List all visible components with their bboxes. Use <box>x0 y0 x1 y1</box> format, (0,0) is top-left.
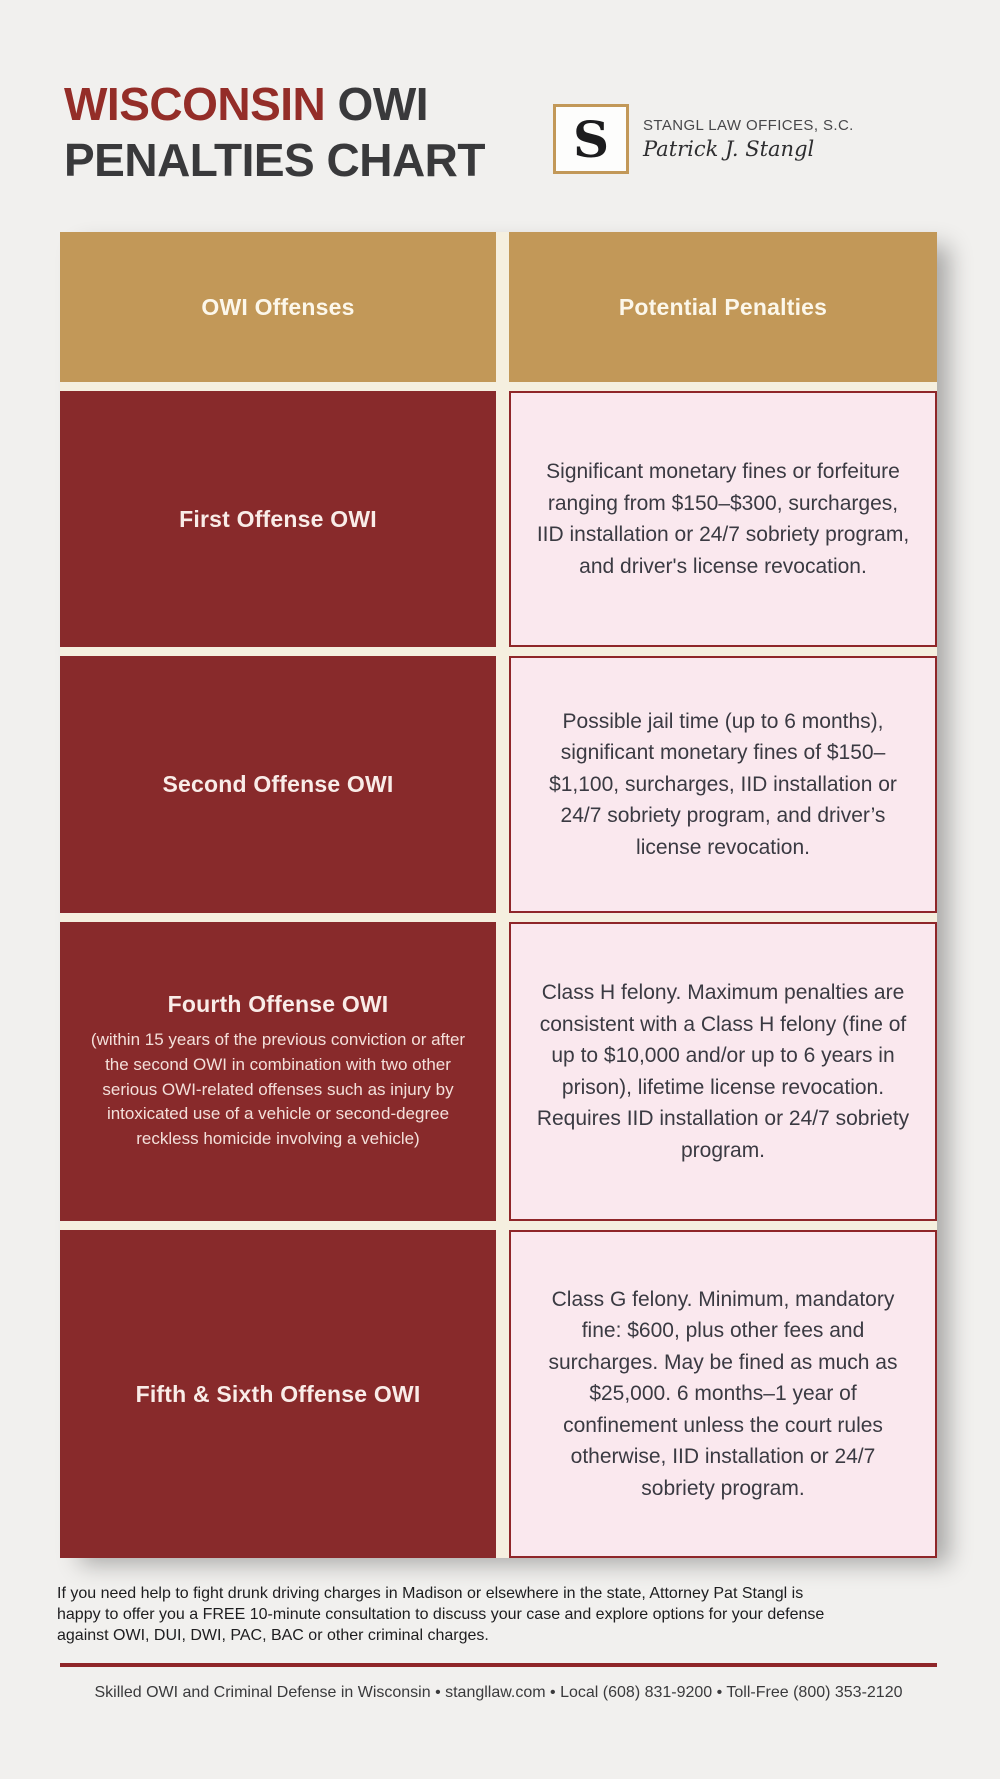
footer-divider <box>60 1663 937 1667</box>
footer-tagline: Skilled OWI and Criminal Defense in Wisconsin • stangllaw.com • Local (608) 831-9200 • Toll-Free (800) 353-2120 <box>94 1684 903 1701</box>
penalty-text: Class H felony. Maximum penalties are consistent with a Class H felony (fine of up to $10,000 and/or up to 6 years in prison), lifetime license revocation. Requires IID installation or 24/7 sobriety program. <box>536 981 910 1162</box>
offense-cell-second <box>60 656 496 913</box>
column-header-offenses: OWI Offenses <box>60 232 496 382</box>
offense-name: Fourth Offense OWI <box>167 991 389 1018</box>
consultation-note <box>57 1583 947 1646</box>
offense-cell-first <box>60 391 496 647</box>
page-title <box>64 76 485 188</box>
page-title-accent: WISCONSIN <box>64 78 326 130</box>
offense-cell-fourth <box>60 922 496 1221</box>
penalty-cell-second <box>509 656 937 913</box>
penalty-cell-fourth <box>509 922 937 1221</box>
penalty-text: Class G felony. Minimum, mandatory fine: $600, plus other fees and surcharges. May be fined as much as $25,000. 6 months–1 year of confinement unless the court rules otherwise, IID installation or 24/7 sobriety program. <box>548 1287 898 1500</box>
penalty-cell-first <box>509 391 937 647</box>
penalty-text: Possible jail time (up to 6 months), significant monetary fines of $150–$1,100, surcharges, IID installation or 24/7 sobriety program, and driver’s license revocation. <box>549 709 897 859</box>
consultation-note-line: against OWI, DUI, DWI, PAC, BAC or other criminal charges. <box>57 1627 489 1644</box>
firm-name: STANGL LAW OFFICES, S.C. <box>643 117 854 134</box>
page-title-line1 <box>64 76 485 132</box>
offense-name: Second Offense OWI <box>162 771 394 797</box>
logo-monogram-icon: S <box>553 104 629 174</box>
offense-name: First Offense OWI <box>179 505 377 532</box>
law-firm-logo <box>553 104 854 174</box>
page-title-rest: OWI <box>325 78 429 130</box>
logo-text-block <box>643 117 854 161</box>
attorney-name: Patrick J. Stangl <box>643 137 815 161</box>
offense-note: (within 15 years of the previous conviction or after the second OWI in combination with two other serious OWI-related offenses such as injury by intoxicated use of a vehicle or second-degree reckless homicide involving a vehicle) <box>90 1030 466 1148</box>
page-title-line2: PENALTIES CHART <box>64 134 485 186</box>
penalty-text: Significant monetary fines or forfeiture ranging from $150–$300, surcharges, IID installation or 24/7 sobriety program, and driver's license revocation. <box>536 460 910 578</box>
consultation-note-line: happy to offer you a FREE 10-minute consultation to discuss your case and explore options for your defense <box>57 1606 825 1623</box>
penalties-table <box>60 232 937 1558</box>
offense-cell-fifth-sixth <box>60 1230 496 1558</box>
offense-name: Fifth & Sixth Offense OWI <box>135 1380 421 1407</box>
consultation-note-line: If you need help to fight drunk driving charges in Madison or elsewhere in the state, Attorney Pat Stangl is <box>57 1585 804 1602</box>
penalty-cell-fifth-sixth <box>509 1230 937 1558</box>
column-header-penalties: Potential Penalties <box>509 232 937 382</box>
